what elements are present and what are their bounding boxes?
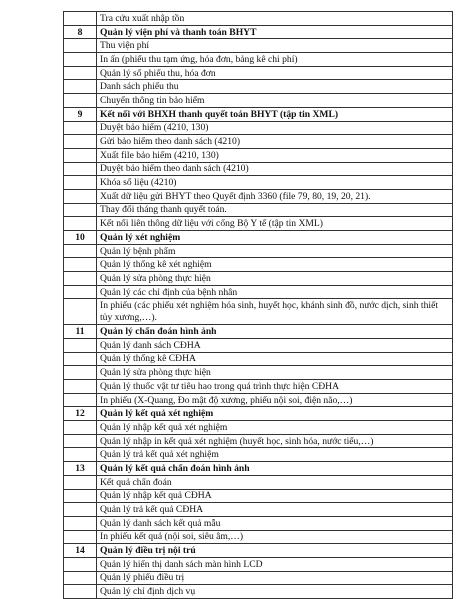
feature-cell: Danh sách phiếu thu [97,80,453,94]
row-number-cell [64,94,97,108]
row-number-cell: 10 [64,231,97,245]
row-number-cell [64,217,97,231]
feature-cell: In ấn (phiếu thu tạm ứng, hóa đơn, bảng kê chi phí) [97,53,453,67]
row-number-cell [64,571,97,585]
feature-cell: Chuyển thông tin bảo hiểm [97,94,453,108]
feature-cell: Quản lý thống kê CĐHA [97,352,453,366]
row-number-cell [64,393,97,407]
feature-cell: Duyệt bảo hiểm theo danh sách (4210) [97,162,453,176]
feature-cell: Gửi bảo hiểm theo danh sách (4210) [97,135,453,149]
feature-cell: In phiếu kết quả (nội soi, siêu âm,…) [97,530,453,544]
feature-cell: Quản lý nhập kết quả xét nghiệm [97,421,453,435]
table-row [64,421,453,435]
feature-cell: In phiếu (các phiếu xét nghiệm hóa sinh, huyết học, khánh sinh đồ, nước dịch, sinh thiết tủy xương,…). [97,299,453,325]
feature-cell: Xuất dữ liệu gửi BHYT theo Quyết định 3360 (file 79, 80, 19, 20, 21). [97,189,453,203]
feature-cell: Quản lý hiển thị danh sách màn hình LCD [97,557,453,571]
table-row [64,135,453,149]
table-row [64,148,453,162]
row-number-cell [64,366,97,380]
row-number-cell [64,448,97,462]
group-title-cell: Quản lý chẩn đoán hình ảnh [97,325,453,339]
feature-cell: Quản lý danh sách CĐHA [97,338,453,352]
row-number-cell [64,557,97,571]
row-number-cell: 9 [64,107,97,121]
row-number-cell [64,135,97,149]
group-title-cell: Quản lý xét nghiệm [97,231,453,245]
table-group-row [64,325,453,339]
table-row [64,39,453,53]
row-number-cell [64,338,97,352]
feature-cell: Quản lý danh sách kết quả mẫu [97,516,453,530]
row-number-cell [64,176,97,190]
feature-cell: Quản lý sửa phòng thực hiện [97,272,453,286]
group-title-cell: Kết nối với BHXH thanh quyết toán BHYT (tập tin XML) [97,107,453,121]
row-number-cell [64,272,97,286]
row-number-cell: 8 [64,25,97,39]
feature-cell: Duyệt bảo hiểm (4210, 130) [97,121,453,135]
table-row [64,299,453,325]
feature-cell: Kết nối liên thông dữ liệu với cổng Bộ Y tế (tập tin XML) [97,217,453,231]
feature-cell: Quản lý thuốc vật tư tiêu hao trong quá trình thực hiện CĐHA [97,380,453,394]
feature-cell: Kết quả chẩn đoán [97,475,453,489]
table-row [64,66,453,80]
feature-cell: Quản lý thống kê xét nghiệm [97,258,453,272]
table-group-row [64,107,453,121]
feature-cell: Thu viện phí [97,39,453,53]
group-title-cell: Quản lý viện phí và thanh toán BHYT [97,25,453,39]
table-group-row [64,407,453,421]
table-row [64,475,453,489]
table-row [64,189,453,203]
feature-cell: Quản lý trả kết quả CĐHA [97,503,453,517]
table-row [64,217,453,231]
table-row [64,272,453,286]
feature-cell: Quản lý nhập kết quả CĐHA [97,489,453,503]
row-number-cell [64,66,97,80]
table-group-row [64,231,453,245]
table-row [64,203,453,217]
feature-table [63,11,453,599]
table-row [64,94,453,108]
table-row [64,162,453,176]
table-row [64,80,453,94]
row-number-cell [64,162,97,176]
table-row [64,448,453,462]
table-row [64,352,453,366]
row-number-cell: 13 [64,462,97,476]
table-row [64,489,453,503]
row-number-cell: 14 [64,544,97,558]
table-row [64,530,453,544]
row-number-cell [64,285,97,299]
row-number-cell [64,503,97,517]
feature-cell: Quản lý các chỉ định của bệnh nhân [97,285,453,299]
row-number-cell [64,80,97,94]
group-title-cell: Quản lý kết quả chẩn đoán hình ảnh [97,462,453,476]
table-group-row [64,544,453,558]
row-number-cell [64,148,97,162]
row-number-cell [64,299,97,325]
feature-cell: Quản lý bệnh phẩm [97,244,453,258]
table-group-row [64,462,453,476]
row-number-cell [64,475,97,489]
row-number-cell [64,121,97,135]
feature-cell: Tra cứu xuất nhập tồn [97,12,453,26]
table-row [64,516,453,530]
feature-cell: Quản lý phiếu điều trị [97,571,453,585]
table-row [64,53,453,67]
table-row [64,338,453,352]
row-number-cell [64,244,97,258]
row-number-cell [64,189,97,203]
table-row [64,393,453,407]
table-row [64,285,453,299]
group-title-cell: Quản lý kết quả xét nghiệm [97,407,453,421]
table-row [64,380,453,394]
row-number-cell: 11 [64,325,97,339]
row-number-cell [64,39,97,53]
group-title-cell: Quản lý điều trị nội trú [97,544,453,558]
table-row [64,366,453,380]
table-group-row [64,25,453,39]
row-number-cell [64,489,97,503]
table-row [64,121,453,135]
feature-cell: Quản lý chỉ định dịch vụ [97,585,453,599]
table-row [64,503,453,517]
table-row [64,258,453,272]
table-row [64,571,453,585]
row-number-cell [64,53,97,67]
row-number-cell [64,380,97,394]
row-number-cell [64,530,97,544]
feature-cell: Quản lý nhập in kết quả xét nghiệm (huyết học, sinh hóa, nước tiểu,…) [97,434,453,448]
feature-cell: Quản lý sửa phòng thực hiện [97,366,453,380]
feature-table-body [64,12,453,599]
table-row [64,434,453,448]
row-number-cell [64,516,97,530]
row-number-cell [64,203,97,217]
table-row [64,585,453,599]
feature-cell: Quản lý trả kết quả xét nghiệm [97,448,453,462]
feature-cell: Quản lý số phiếu thu, hóa đơn [97,66,453,80]
row-number-cell: 12 [64,407,97,421]
row-number-cell [64,352,97,366]
table-row [64,176,453,190]
row-number-cell [64,12,97,26]
table-row [64,12,453,26]
table-row [64,557,453,571]
feature-cell: Khóa sổ liệu (4210) [97,176,453,190]
table-row [64,244,453,258]
row-number-cell [64,585,97,599]
feature-cell: Xuất file bảo hiểm (4210, 130) [97,148,453,162]
feature-cell: Thay đổi tháng thanh quyết toán. [97,203,453,217]
row-number-cell [64,258,97,272]
feature-cell: In phiếu (X-Quang, Đo mật độ xương, phiếu nội soi, điện não,…) [97,393,453,407]
row-number-cell [64,434,97,448]
row-number-cell [64,421,97,435]
